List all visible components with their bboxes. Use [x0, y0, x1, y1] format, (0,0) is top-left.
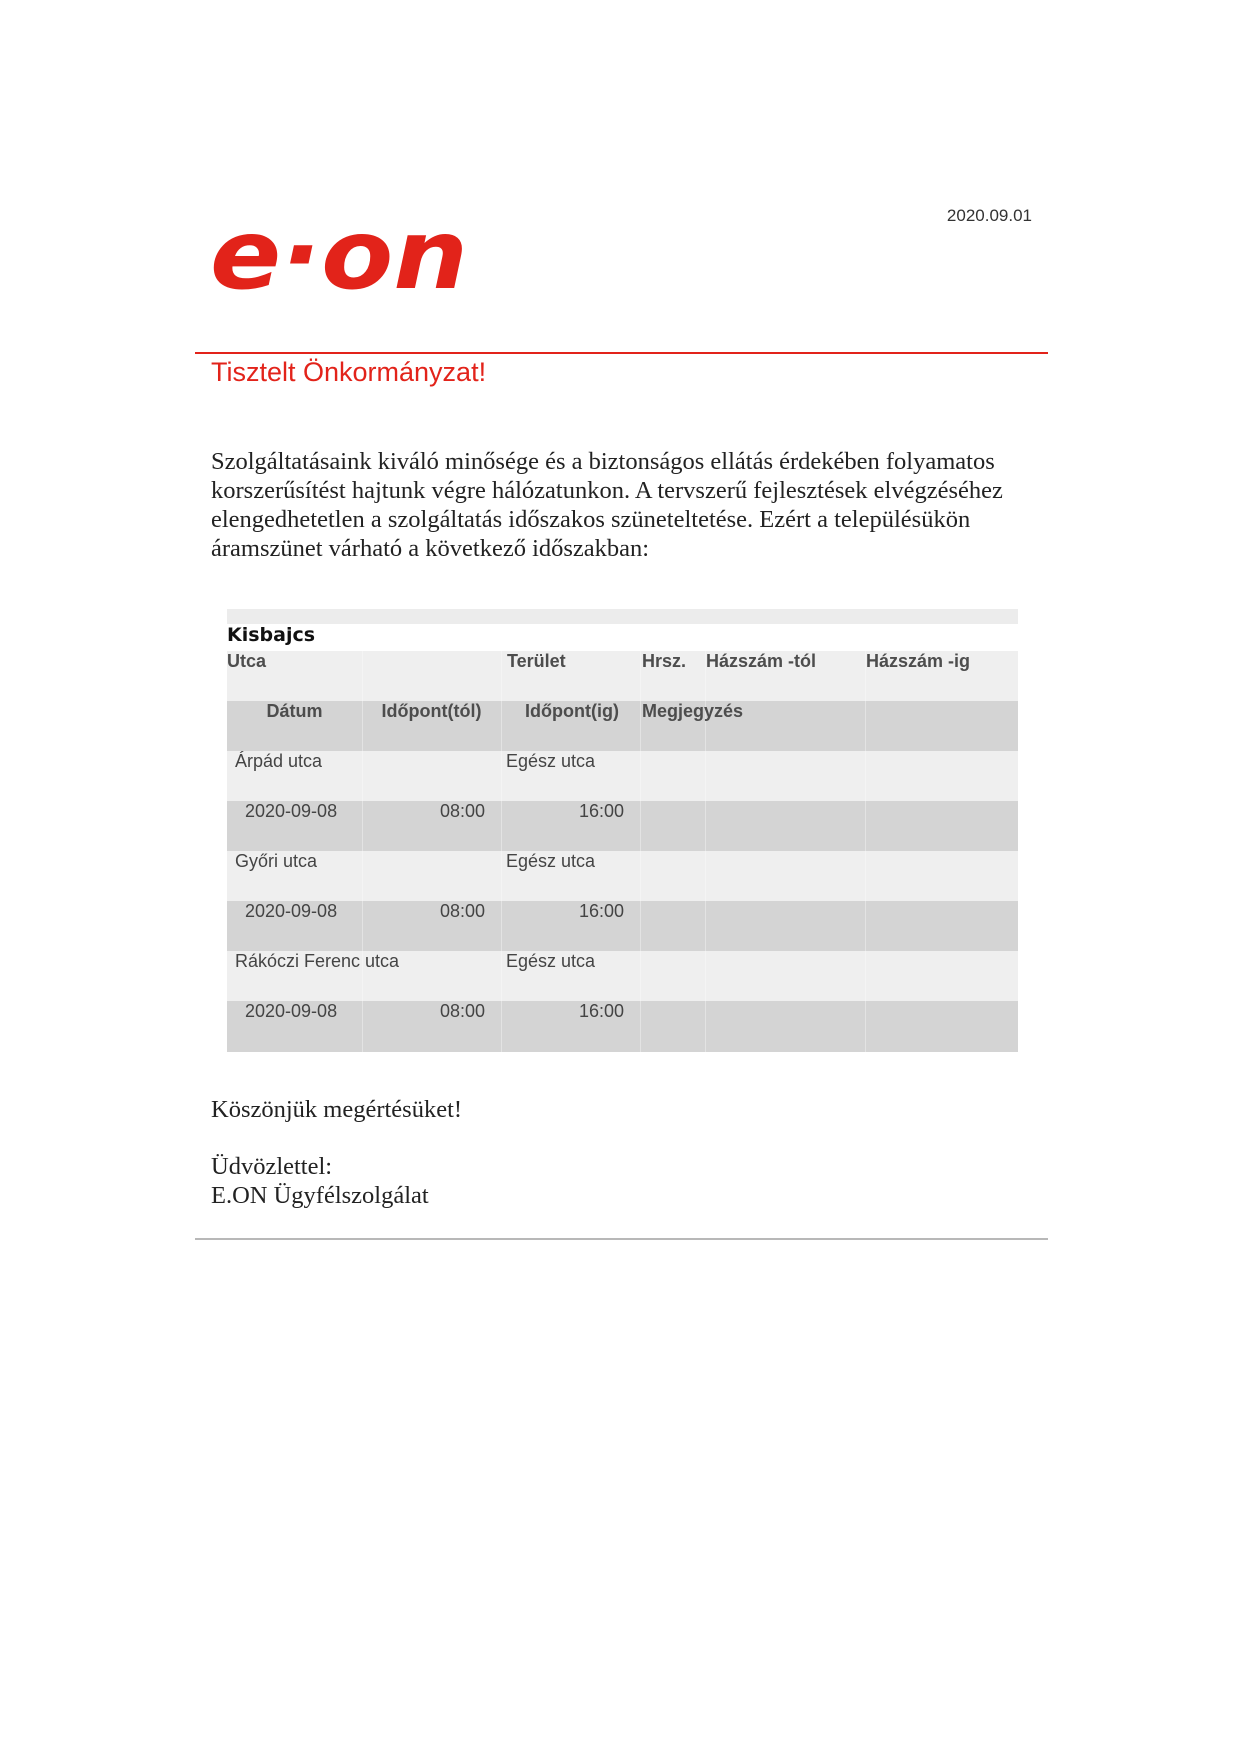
column-header-street: Utca	[227, 651, 267, 671]
outage-date: 2020-09-08	[245, 901, 338, 921]
sender-name: E.ON Ügyfélszolgálat	[211, 1182, 429, 1209]
closing-line: Köszönjük megértésüket!	[211, 1096, 463, 1123]
letter-date: 2020.09.01	[946, 206, 1032, 225]
footer-divider	[195, 1238, 1048, 1240]
table-row	[227, 851, 1018, 901]
column-header-house-number-to: Házszám -ig	[866, 651, 971, 671]
column-header-area: Terület	[507, 651, 566, 671]
signoff-block	[211, 1152, 429, 1210]
street-name: Árpád utca	[235, 751, 323, 771]
outage-date: 2020-09-08	[245, 1001, 338, 1021]
header-divider	[195, 352, 1048, 354]
street-name: Rákóczi Ferenc utca	[235, 951, 400, 971]
column-header-note: Megjegyzés	[642, 701, 744, 721]
intro-paragraph	[211, 447, 1061, 563]
column-header-house-number-from: Házszám -tól	[706, 651, 817, 671]
outage-time-from: 08:00	[439, 801, 485, 821]
street-area: Egész utca	[506, 951, 596, 971]
salutation: Üdvözlettel:	[211, 1153, 333, 1180]
intro-line: Szolgáltatásaink kiváló minősége és a biztonságos ellátás érdekében folyamatos	[211, 448, 995, 475]
table-row	[227, 751, 1018, 801]
column-header-lot-number: Hrsz.	[642, 651, 687, 671]
intro-line: elengedhetetlen a szolgáltatás időszakos szüneteltetése. Ezért a településükön	[211, 506, 971, 533]
intro-line: korszerűsítést hajtunk végre hálózatunkon. A tervszerű fejlesztések elvégzéséhez	[211, 477, 1003, 504]
outage-time-to: 16:00	[578, 801, 624, 821]
column-divider	[640, 651, 641, 1052]
outage-schedule-table	[227, 609, 1018, 1052]
intro-line: áramszünet várható a következő időszakban:	[211, 535, 650, 562]
outage-time-from: 08:00	[439, 1001, 485, 1021]
table-top-band	[227, 609, 1018, 624]
eon-logo	[210, 214, 470, 300]
greeting-heading: Tisztelt Önkormányzat!	[211, 357, 487, 387]
table-title-band	[227, 624, 1018, 651]
outage-time-from: 08:00	[439, 901, 485, 921]
column-header-time-from: Időpont(tól)	[381, 701, 482, 721]
column-header-date: Dátum	[266, 701, 323, 721]
street-area: Egész utca	[506, 751, 596, 771]
outage-date: 2020-09-08	[245, 801, 338, 821]
svg-text:e·on: e·on	[210, 214, 468, 300]
outage-time-to: 16:00	[578, 1001, 624, 1021]
column-header-time-to: Időpont(ig)	[525, 701, 619, 721]
street-name: Győri utca	[235, 851, 318, 871]
column-divider	[501, 651, 502, 1052]
settlement-name: Kisbajcs	[227, 624, 316, 646]
street-area: Egész utca	[506, 851, 596, 871]
outage-time-to: 16:00	[578, 901, 624, 921]
column-divider	[865, 651, 866, 1052]
